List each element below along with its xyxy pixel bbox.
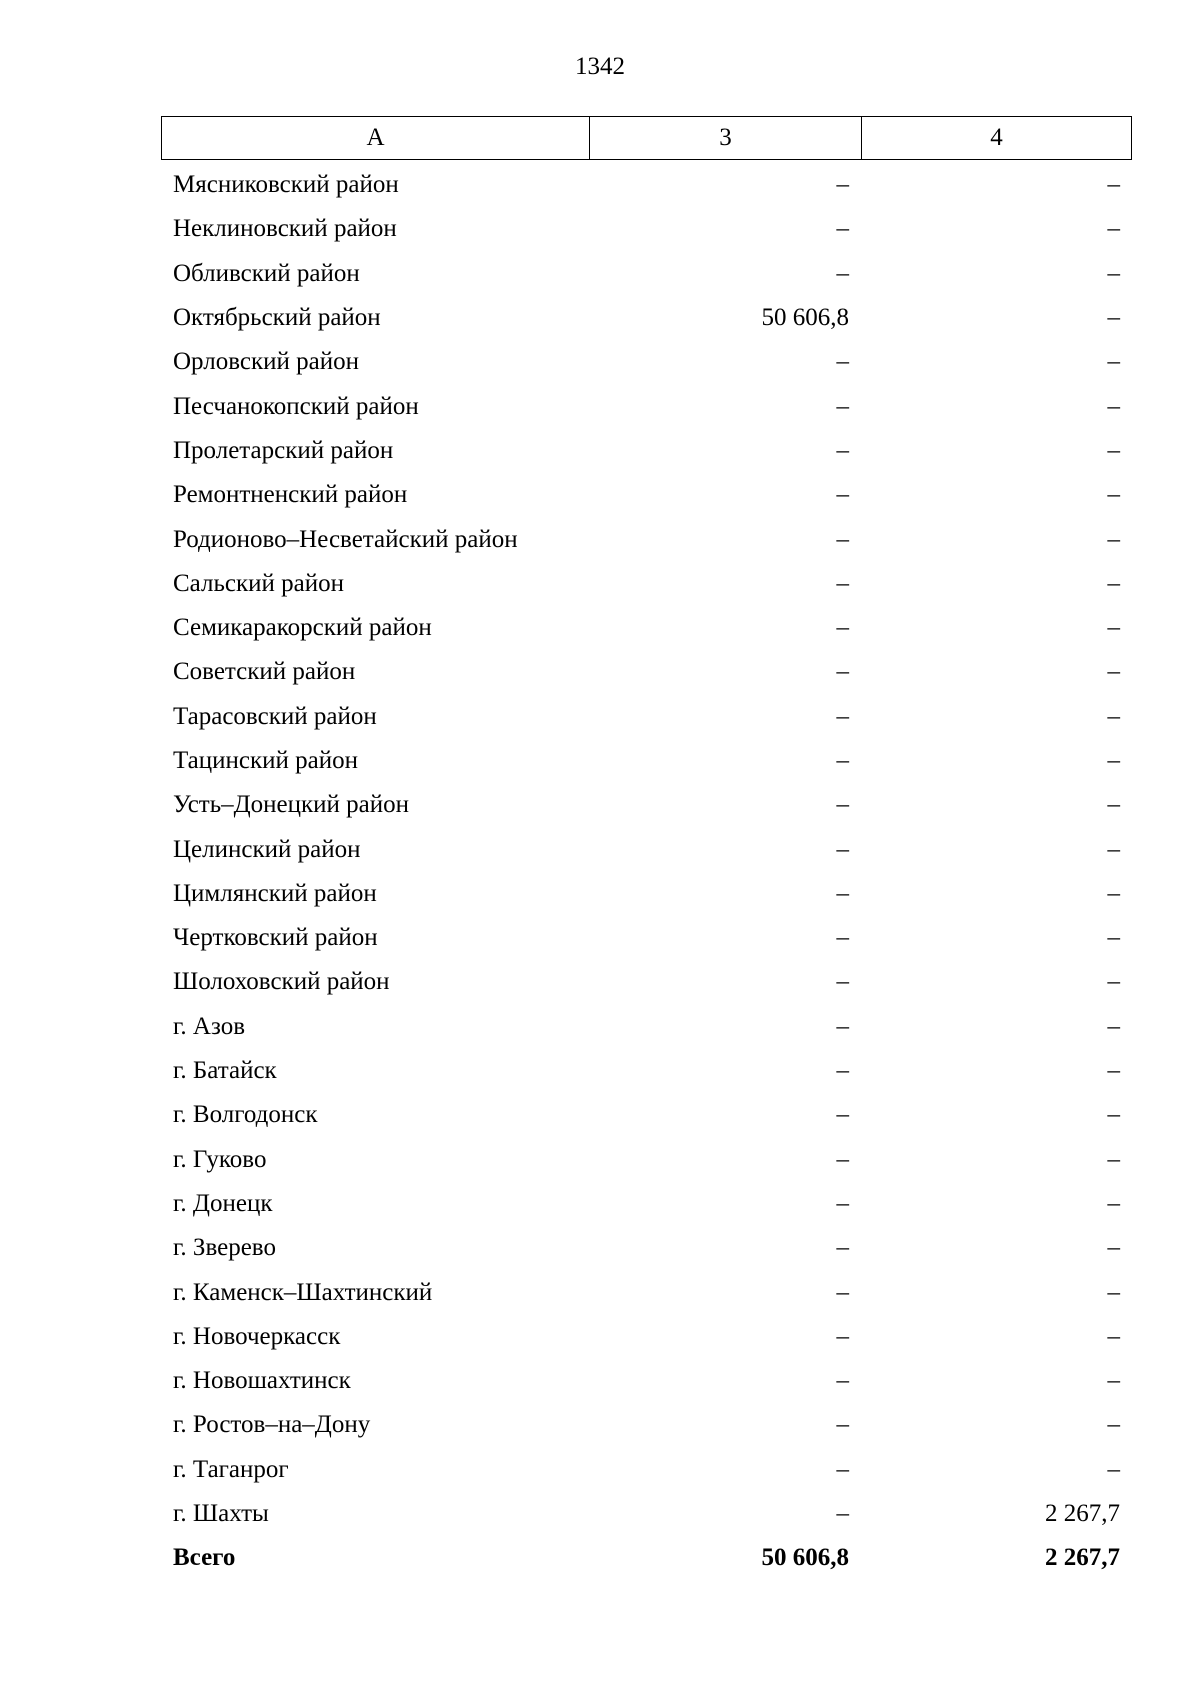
table-row <box>161 783 1132 827</box>
row-col-4: – <box>1107 481 1120 509</box>
table-row <box>161 517 1132 561</box>
row-col-3: – <box>836 348 849 376</box>
row-col-3: – <box>836 1057 849 1085</box>
row-col-4: – <box>1107 569 1120 597</box>
row-name: Орловский район <box>173 348 359 376</box>
row-name: Советский район <box>173 658 356 686</box>
row-col-4: – <box>1107 1411 1120 1439</box>
row-col-3: – <box>836 436 849 464</box>
row-col-3: – <box>836 1367 849 1395</box>
table-row <box>161 1270 1132 1314</box>
row-col-3: – <box>836 1012 849 1040</box>
row-name: Песчанокопский район <box>173 392 419 420</box>
table-row <box>161 1359 1132 1403</box>
row-name: Чертковский район <box>173 924 378 952</box>
table-row <box>161 739 1132 783</box>
row-name: г. Таганрог <box>173 1455 289 1483</box>
row-name: г. Волгодонск <box>173 1101 318 1129</box>
row-col-4: – <box>1107 304 1120 332</box>
row-col-4: – <box>1107 879 1120 907</box>
row-col-3: – <box>836 835 849 863</box>
row-name: г. Гуково <box>173 1145 267 1173</box>
row-name: г. Каменск–Шахтинский <box>173 1278 433 1306</box>
row-col-3: – <box>836 702 849 730</box>
row-col-3: – <box>836 791 849 819</box>
table-row <box>161 916 1132 960</box>
row-name: Неклиновский район <box>173 215 397 243</box>
row-col-4: – <box>1107 392 1120 420</box>
row-name: г. Новочеркасск <box>173 1322 341 1350</box>
table-row <box>161 252 1132 296</box>
row-name: Сальский район <box>173 569 344 597</box>
row-name: Октябрьский район <box>173 304 381 332</box>
table-row <box>161 296 1132 340</box>
row-col-3: – <box>836 569 849 597</box>
row-col-4: – <box>1107 1057 1120 1085</box>
row-name: Семикаракорский район <box>173 614 432 642</box>
row-col-4: – <box>1107 1101 1120 1129</box>
table-row <box>161 429 1132 473</box>
row-name: Цимлянский район <box>173 879 377 907</box>
row-col-3: – <box>836 215 849 243</box>
row-name: Родионово–Несветайский район <box>173 525 518 553</box>
row-col-4: – <box>1107 658 1120 686</box>
row-col-4: – <box>1107 1012 1120 1040</box>
table-row <box>161 207 1132 251</box>
total-col-4: 2 267,7 <box>1045 1544 1120 1572</box>
row-col-4: – <box>1107 835 1120 863</box>
row-col-4: – <box>1107 1189 1120 1217</box>
row-col-4: – <box>1107 1145 1120 1173</box>
row-name: г. Азов <box>173 1012 246 1040</box>
table-row <box>161 1226 1132 1270</box>
row-col-4: – <box>1107 1234 1120 1262</box>
row-col-3: – <box>836 259 849 287</box>
table-body <box>161 163 1132 1581</box>
row-name: Тарасовский район <box>173 702 377 730</box>
row-col-4: – <box>1107 747 1120 774</box>
row-name: Мясниковский район <box>173 171 399 199</box>
row-col-3: – <box>836 1455 849 1483</box>
row-col-3: – <box>836 1145 849 1173</box>
table-row <box>161 960 1132 1004</box>
row-name: г. Зверево <box>173 1234 276 1262</box>
row-col-3: – <box>836 879 849 907</box>
row-col-4: – <box>1107 614 1120 642</box>
row-col-4: – <box>1107 791 1120 819</box>
row-name: Ремонтненский район <box>173 481 408 509</box>
row-col-3: – <box>836 968 849 996</box>
row-name: Обливский район <box>173 259 360 287</box>
header-col-a: А <box>162 117 590 159</box>
row-name: г. Шахты <box>173 1500 269 1528</box>
table-header <box>161 116 1132 160</box>
row-col-3: – <box>836 924 849 952</box>
row-col-3: – <box>836 1411 849 1439</box>
table-total-row <box>161 1536 1132 1580</box>
table-row <box>161 1448 1132 1492</box>
header-col-3: 3 <box>590 117 862 159</box>
row-col-3: – <box>836 1234 849 1262</box>
table-row <box>161 650 1132 694</box>
row-col-4: – <box>1107 348 1120 376</box>
row-col-4: – <box>1107 436 1120 464</box>
table-row <box>161 606 1132 650</box>
table-row <box>161 1182 1132 1226</box>
row-col-4: – <box>1107 1278 1120 1306</box>
row-col-4: – <box>1107 171 1120 199</box>
table-row <box>161 473 1132 517</box>
row-name: г. Новошахтинск <box>173 1367 351 1395</box>
row-col-3: – <box>836 392 849 420</box>
row-name: Усть–Донецкий район <box>173 791 410 819</box>
table-row <box>161 1049 1132 1093</box>
row-name: Тацинский район <box>173 747 358 774</box>
data-table <box>161 116 1132 1581</box>
row-col-4: – <box>1107 1455 1120 1483</box>
row-name: г. Ростов–на–Дону <box>173 1411 371 1439</box>
row-name: г. Донецк <box>173 1189 273 1217</box>
table-row <box>161 562 1132 606</box>
table-row <box>161 695 1132 739</box>
row-col-4: – <box>1107 259 1120 287</box>
row-col-3: – <box>836 1322 849 1350</box>
row-name: Пролетарский район <box>173 436 394 464</box>
row-name: Шолоховский район <box>173 968 390 996</box>
row-col-4: – <box>1107 702 1120 730</box>
row-col-3: 50 606,8 <box>761 304 849 332</box>
row-name: г. Батайск <box>173 1057 277 1085</box>
table-row <box>161 1005 1132 1049</box>
row-col-3: – <box>836 481 849 509</box>
row-col-4: 2 267,7 <box>1045 1500 1120 1528</box>
row-col-4: – <box>1107 525 1120 553</box>
row-col-3: – <box>836 171 849 199</box>
row-col-3: – <box>836 1189 849 1217</box>
row-col-3: – <box>836 1278 849 1306</box>
row-col-3: – <box>836 525 849 553</box>
total-col-3: 50 606,8 <box>761 1544 849 1572</box>
row-col-4: – <box>1107 924 1120 952</box>
row-col-3: – <box>836 747 849 774</box>
row-name: Целинский район <box>173 835 361 863</box>
row-col-3: – <box>836 614 849 642</box>
row-col-4: – <box>1107 968 1120 996</box>
table-row <box>161 827 1132 871</box>
table-row <box>161 1093 1132 1137</box>
header-col-4: 4 <box>990 124 1003 151</box>
table-row <box>161 1492 1132 1536</box>
page-number: 1342 <box>575 53 625 80</box>
row-col-3: – <box>836 658 849 686</box>
table-row <box>161 340 1132 384</box>
table-row <box>161 1403 1132 1447</box>
table-row <box>161 872 1132 916</box>
row-col-4: – <box>1107 1322 1120 1350</box>
table-row <box>161 384 1132 428</box>
row-col-4: – <box>1107 215 1120 243</box>
table-row <box>161 1315 1132 1359</box>
row-col-3: – <box>836 1101 849 1129</box>
total-label: Всего <box>173 1544 236 1572</box>
row-col-3: – <box>836 1500 849 1528</box>
table-row <box>161 1138 1132 1182</box>
table-row <box>161 163 1132 207</box>
row-col-4: – <box>1107 1367 1120 1395</box>
